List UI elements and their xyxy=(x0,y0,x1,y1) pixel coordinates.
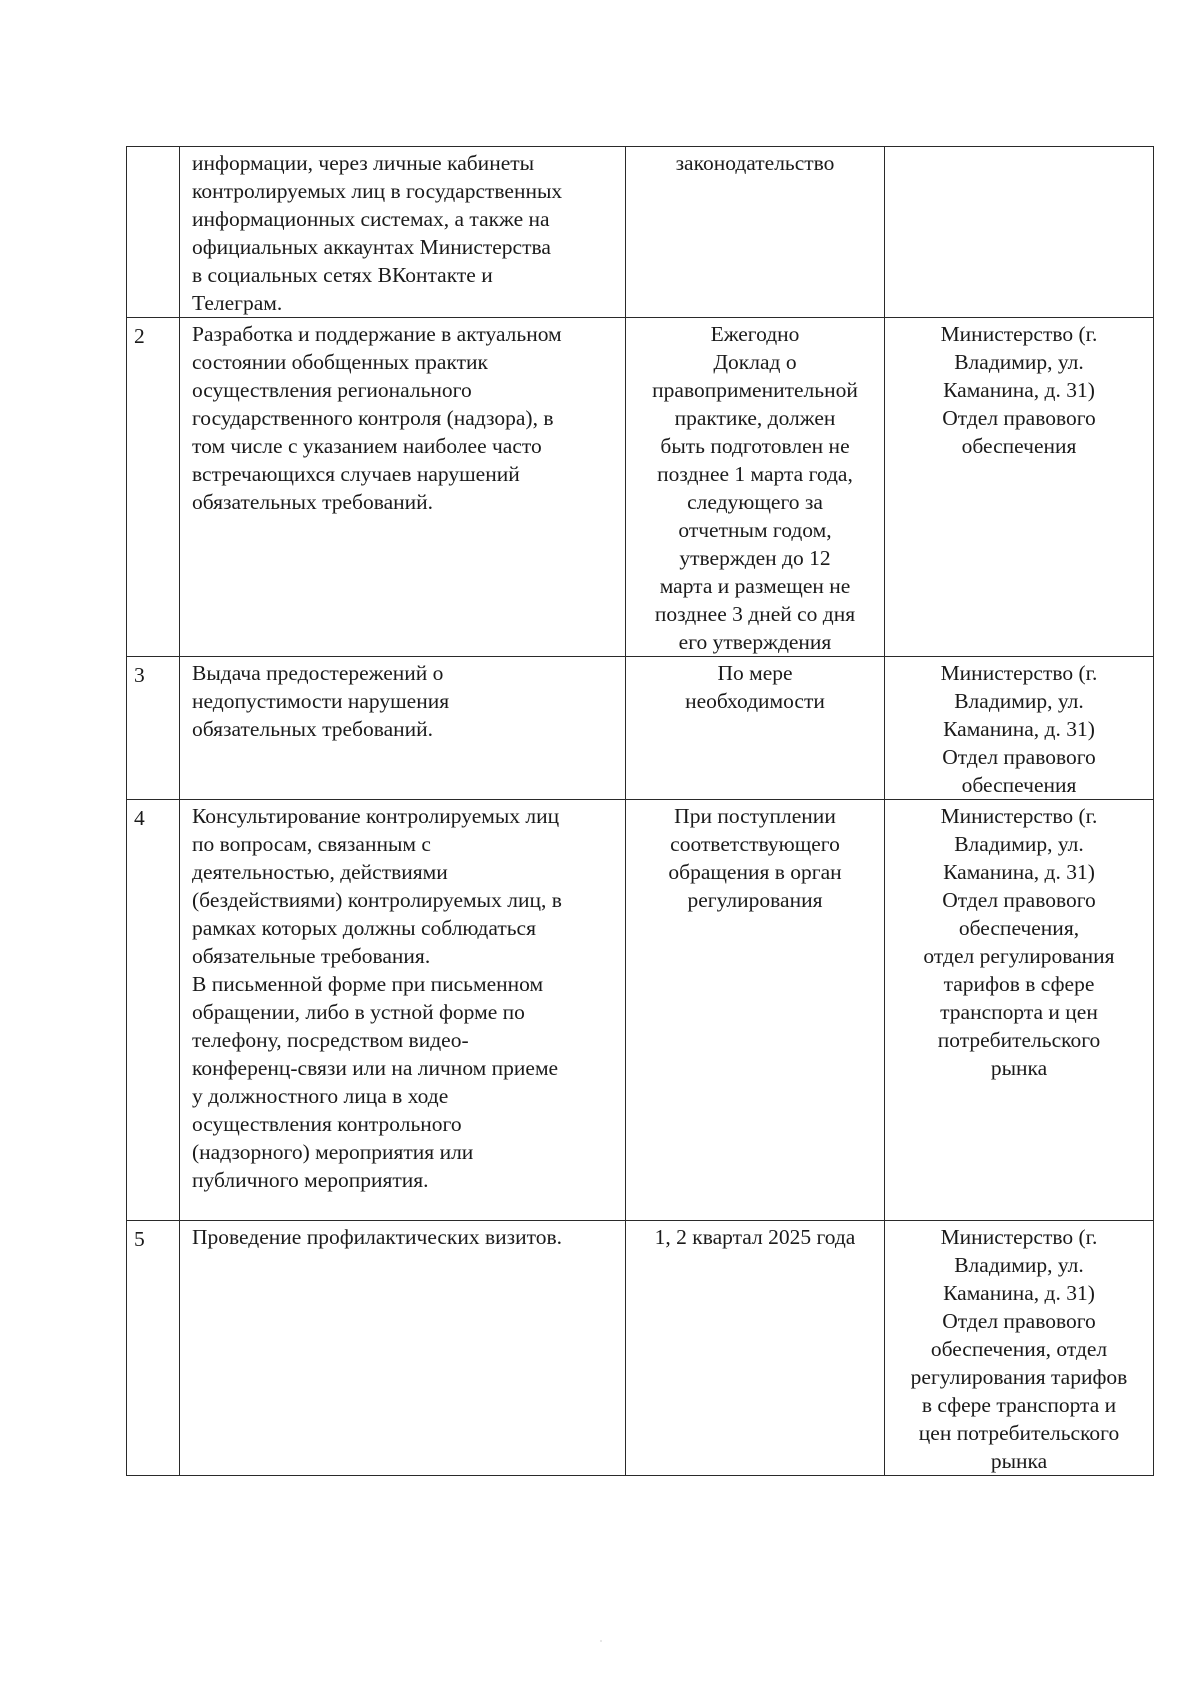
responsible-text-line: обеспечения xyxy=(961,434,1077,458)
term-text-line: марта и размещен не xyxy=(659,574,851,598)
row-number-cell-content xyxy=(127,657,179,689)
row-number-cell xyxy=(127,318,180,657)
action-cell-content xyxy=(180,657,625,743)
responsible-cell-content xyxy=(885,1221,1153,1475)
row-number: 2 xyxy=(134,324,145,348)
term-cell xyxy=(626,318,885,657)
action-text-line: Консультирование контролируемых лиц xyxy=(192,804,560,828)
action-text-line: (надзорного) мероприятия или xyxy=(192,1140,474,1164)
responsible-cell-content xyxy=(885,657,1153,799)
table-row xyxy=(127,657,1154,800)
action-text-line: деятельностью, действиями xyxy=(192,860,448,884)
action-text-line: обязательных требований. xyxy=(192,490,434,514)
responsible-text-line: Владимир, ул. xyxy=(954,689,1084,713)
action-text-line: Проведение профилактических визитов. xyxy=(192,1225,563,1249)
responsible-text-line: обеспечения, xyxy=(958,916,1080,940)
term-text-line: законодательство xyxy=(675,151,835,175)
term-cell-content xyxy=(626,800,884,914)
responsible-text-line: тарифов в сфере xyxy=(943,972,1095,996)
responsible-text-line: Владимир, ул. xyxy=(954,350,1084,374)
action-text-line: информационных системах, а также на xyxy=(192,207,550,231)
action-text-line: обращении, либо в устной форме по xyxy=(192,1000,525,1024)
responsible-text-line: Министерство (г. xyxy=(940,661,1098,685)
term-text-line: обращения в орган xyxy=(668,860,842,884)
responsible-text-line: рынка xyxy=(990,1449,1048,1473)
action-text-line: В письменной форме при письменном xyxy=(192,972,544,996)
scan-speck xyxy=(600,1640,602,1642)
term-text-line: Доклад о xyxy=(713,350,797,374)
row-number: 3 xyxy=(134,663,145,687)
action-cell xyxy=(180,1221,626,1476)
responsible-cell xyxy=(885,318,1154,657)
action-text-line: информации, через личные кабинеты xyxy=(192,151,535,175)
responsible-cell xyxy=(885,1221,1154,1476)
term-text-line: позднее 1 марта года, xyxy=(657,462,853,486)
responsible-cell-content xyxy=(885,800,1153,1082)
action-cell-content xyxy=(180,147,625,317)
term-cell-content xyxy=(626,147,884,177)
action-text-line: Выдача предостережений о xyxy=(192,661,444,685)
term-cell-content xyxy=(626,657,884,715)
row-number-cell-content xyxy=(127,147,179,151)
action-text-line: Разработка и поддержание в актуальном xyxy=(192,322,562,346)
responsible-text-line: рынка xyxy=(990,1056,1048,1080)
action-text-line: обязательных требований. xyxy=(192,717,434,741)
responsible-text-line: цен потребительского xyxy=(918,1421,1120,1445)
term-cell xyxy=(626,1221,885,1476)
responsible-text-line: Каманина, д. 31) xyxy=(943,717,1095,741)
term-cell xyxy=(626,147,885,318)
term-text-line: отчетным годом, xyxy=(678,518,832,542)
responsible-cell-content xyxy=(885,318,1153,460)
responsible-text-line: Отдел правового xyxy=(942,406,1096,430)
table-row xyxy=(127,147,1154,318)
row-number-cell-content xyxy=(127,318,179,350)
action-text-line: у должностного лица в ходе xyxy=(192,1084,449,1108)
responsible-text-line: Министерство (г. xyxy=(940,1225,1098,1249)
action-text-line: обязательные требования. xyxy=(192,944,431,968)
action-text-line: осуществления регионального xyxy=(192,378,472,402)
action-cell xyxy=(180,800,626,1221)
action-text-line: недопустимости нарушения xyxy=(192,689,450,713)
responsible-text-line: Министерство (г. xyxy=(940,322,1098,346)
responsible-text-line: транспорта и цен xyxy=(940,1000,1098,1024)
term-text-line: При поступлении xyxy=(674,804,836,828)
responsible-text-line: в сфере транспорта и xyxy=(921,1393,1117,1417)
responsible-text-line: Владимир, ул. xyxy=(954,832,1084,856)
responsible-text-line: Отдел правового xyxy=(942,1309,1096,1333)
row-number: 5 xyxy=(134,1227,145,1251)
responsible-text-line: обеспечения xyxy=(961,773,1077,797)
term-cell xyxy=(626,657,885,800)
table-row xyxy=(127,1221,1154,1476)
term-text-line: соответствующего xyxy=(670,832,840,856)
term-text-line: его утверждения xyxy=(678,630,832,654)
term-text-line: правоприменительной xyxy=(652,378,858,402)
action-text-line: состоянии обобщенных практик xyxy=(192,350,488,374)
action-cell xyxy=(180,318,626,657)
action-cell-content xyxy=(180,318,625,516)
action-text-line: осуществления контрольного xyxy=(192,1112,462,1136)
responsible-text-line: Отдел правового xyxy=(942,888,1096,912)
responsible-text-line: регулирования тарифов xyxy=(910,1365,1128,1389)
term-text-line: быть подготовлен не xyxy=(660,434,850,458)
term-text-line: следующего за xyxy=(687,490,823,514)
action-text-line: публичного мероприятия. xyxy=(192,1168,429,1192)
action-cell-content xyxy=(180,800,625,1194)
responsible-text-line: отдел регулирования xyxy=(923,944,1115,968)
action-cell xyxy=(180,657,626,800)
action-text-line: встречающихся случаев нарушений xyxy=(192,462,520,486)
responsible-cell xyxy=(885,657,1154,800)
term-cell xyxy=(626,800,885,1221)
responsible-text-line: потребительского xyxy=(937,1028,1101,1052)
measures-table-body xyxy=(127,147,1154,1476)
term-text-line: По мере xyxy=(717,661,793,685)
action-cell xyxy=(180,147,626,318)
row-number-cell xyxy=(127,147,180,318)
action-text-line: конференц-связи или на личном приеме xyxy=(192,1056,559,1080)
term-text-line: необходимости xyxy=(685,689,825,713)
term-cell-content xyxy=(626,318,884,656)
action-text-line: том числе с указанием наиболее часто xyxy=(192,434,542,458)
term-text-line: утвержден до 12 xyxy=(679,546,831,570)
responsible-text-line: Каманина, д. 31) xyxy=(943,378,1095,402)
row-number: 4 xyxy=(134,806,145,830)
action-text-line: телефону, посредством видео- xyxy=(192,1028,469,1052)
responsible-text-line: обеспечения, отдел xyxy=(930,1337,1108,1361)
responsible-text-line: Каманина, д. 31) xyxy=(943,1281,1095,1305)
row-number-cell xyxy=(127,1221,180,1476)
action-text-line: контролируемых лиц в государственных xyxy=(192,179,563,203)
row-number-cell-content xyxy=(127,1221,179,1253)
term-text-line: практике, должен xyxy=(674,406,836,430)
responsible-text-line: Министерство (г. xyxy=(940,804,1098,828)
action-text-line: государственного контроля (надзора), в xyxy=(192,406,554,430)
term-text-line: регулирования xyxy=(687,888,823,912)
action-text-line: (бездействиями) контролируемых лиц, в xyxy=(192,888,562,912)
action-text-line: в социальных сетях ВКонтакте и xyxy=(192,263,493,287)
action-text-line: по вопросам, связанным с xyxy=(192,832,431,856)
row-number-cell-content xyxy=(127,800,179,832)
responsible-text-line: Владимир, ул. xyxy=(954,1253,1084,1277)
action-cell-content xyxy=(180,1221,625,1251)
responsible-cell xyxy=(885,800,1154,1221)
measures-table xyxy=(126,146,1154,1476)
responsible-text-line: Каманина, д. 31) xyxy=(943,860,1095,884)
responsible-text-line: Отдел правового xyxy=(942,745,1096,769)
term-text-line: Ежегодно xyxy=(710,322,800,346)
responsible-cell xyxy=(885,147,1154,318)
table-row xyxy=(127,800,1154,1221)
action-text-line: Телеграм. xyxy=(192,291,283,315)
row-number-cell xyxy=(127,800,180,1221)
action-text-line: рамках которых должны соблюдаться xyxy=(192,916,536,940)
responsible-cell-content xyxy=(885,147,1153,149)
action-text-line: официальных аккаунтах Министерства xyxy=(192,235,551,259)
row-number-cell xyxy=(127,657,180,800)
table-row xyxy=(127,318,1154,657)
term-text-line: 1, 2 квартал 2025 года xyxy=(654,1225,856,1249)
term-cell-content xyxy=(626,1221,884,1251)
term-text-line: позднее 3 дней со дня xyxy=(654,602,856,626)
